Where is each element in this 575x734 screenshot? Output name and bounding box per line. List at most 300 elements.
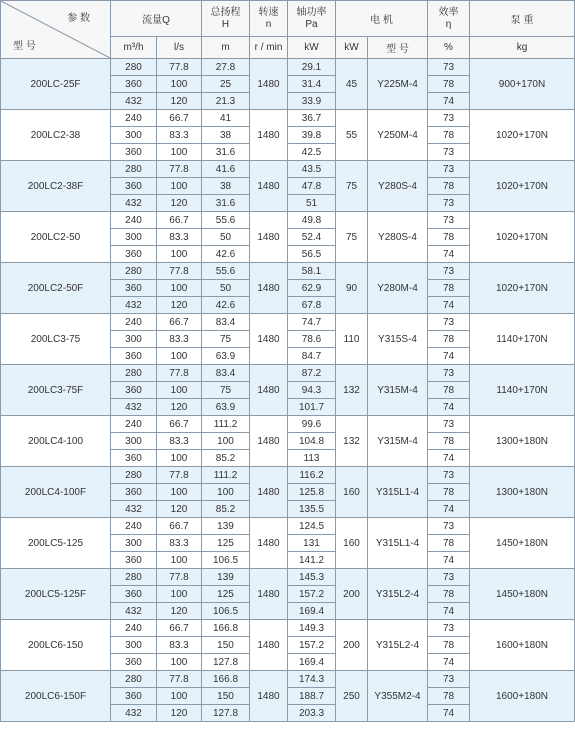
flow-ls-cell: 66.7 (157, 416, 202, 433)
table-row (1, 671, 575, 688)
shaft-power-cell: 42.5 (288, 144, 336, 161)
flow-m3h-cell: 240 (111, 416, 157, 433)
flow-m3h-cell: 300 (111, 229, 157, 246)
head-cell: 75 (202, 382, 250, 399)
shaft-power-cell: 125.8 (288, 484, 336, 501)
head-cell: 150 (202, 688, 250, 705)
motor-model-cell: Y315L2-4 (368, 620, 428, 671)
flow-ls-cell: 83.3 (157, 637, 202, 654)
flow-m3h-cell: 360 (111, 348, 157, 365)
corner-header-cell (1, 1, 111, 59)
head-cell: 63.9 (202, 399, 250, 416)
flow-m3h-cell: 300 (111, 331, 157, 348)
flow-ls-cell: 120 (157, 93, 202, 110)
speed-cell: 1480 (250, 569, 288, 620)
table-row (1, 518, 575, 535)
head-cell: 106.5 (202, 603, 250, 620)
head-cell: 41 (202, 110, 250, 127)
motor-model-cell: Y280M-4 (368, 263, 428, 314)
motor-model-cell: Y315S-4 (368, 314, 428, 365)
flow-m3h-cell: 432 (111, 93, 157, 110)
motor-power-cell: 90 (336, 263, 368, 314)
head-cell: 150 (202, 637, 250, 654)
head-cell: 139 (202, 518, 250, 535)
efficiency-cell: 73 (428, 59, 470, 76)
efficiency-cell: 73 (428, 161, 470, 178)
head-cell: 42.6 (202, 246, 250, 263)
table-row (1, 620, 575, 637)
flow-ls-cell: 77.8 (157, 467, 202, 484)
efficiency-cell: 74 (428, 399, 470, 416)
motor-model-cell: Y355M2-4 (368, 671, 428, 722)
efficiency-cell: 73 (428, 416, 470, 433)
shaft-power-cell: 124.5 (288, 518, 336, 535)
shaft-power-cell: 157.2 (288, 637, 336, 654)
efficiency-cell: 74 (428, 603, 470, 620)
flow-m3h-cell: 360 (111, 178, 157, 195)
flow-m3h-cell: 432 (111, 399, 157, 416)
flow-m3h-cell: 360 (111, 382, 157, 399)
flow-m3h-cell: 432 (111, 195, 157, 212)
flow-m3h-cell: 432 (111, 297, 157, 314)
head-cell: 106.5 (202, 552, 250, 569)
speed-unit: r / min (250, 37, 288, 59)
shaft-power-cell: 31.4 (288, 76, 336, 93)
flow-ls-cell: 77.8 (157, 365, 202, 382)
flow-ls-cell: 100 (157, 552, 202, 569)
efficiency-cell: 74 (428, 246, 470, 263)
flow-ls-cell: 83.3 (157, 229, 202, 246)
shaft-power-header (288, 1, 336, 37)
efficiency-cell: 74 (428, 501, 470, 518)
model-cell: 200LC3-75F (1, 365, 111, 416)
flow-m3h-cell: 280 (111, 671, 157, 688)
flow-m3h-cell: 280 (111, 467, 157, 484)
shaft-power-cell: 74.7 (288, 314, 336, 331)
head-cell: 27.8 (202, 59, 250, 76)
weight-cell: 1020+170N (470, 110, 575, 161)
motor-model-cell: Y315M-4 (368, 365, 428, 416)
weight-cell: 1600+180N (470, 620, 575, 671)
efficiency-cell: 74 (428, 297, 470, 314)
flow-ls-cell: 100 (157, 178, 202, 195)
motor-header: 电 机 (336, 1, 428, 37)
flow-m3h-cell: 360 (111, 586, 157, 603)
flow-m3h-cell: 280 (111, 161, 157, 178)
flow-m3h-cell: 360 (111, 552, 157, 569)
efficiency-unit: % (428, 37, 470, 59)
flow-ls-cell: 100 (157, 654, 202, 671)
flow-ls-cell: 66.7 (157, 620, 202, 637)
efficiency-cell: 73 (428, 569, 470, 586)
motor-model-cell: Y315M-4 (368, 416, 428, 467)
flow-m3h-cell: 240 (111, 110, 157, 127)
table-row (1, 59, 575, 76)
flow-ls-cell: 100 (157, 484, 202, 501)
motor-model-subheader: 型 号 (368, 37, 428, 59)
shaft-power-cell: 43.5 (288, 161, 336, 178)
shaft-power-cell: 116.2 (288, 467, 336, 484)
shaft-power-cell: 67.8 (288, 297, 336, 314)
head-cell: 125 (202, 535, 250, 552)
weight-unit: kg (470, 37, 575, 59)
motor-model-cell: Y250M-4 (368, 110, 428, 161)
model-cell: 200LC6-150F (1, 671, 111, 722)
speed-cell: 1480 (250, 365, 288, 416)
head-header-line2: H (221, 18, 230, 30)
efficiency-cell: 78 (428, 280, 470, 297)
efficiency-cell: 74 (428, 450, 470, 467)
motor-power-cell: 75 (336, 212, 368, 263)
efficiency-cell: 74 (428, 93, 470, 110)
motor-power-cell: 200 (336, 569, 368, 620)
flow-unit-m3h: m³/h (111, 37, 157, 59)
motor-model-cell: Y280S-4 (368, 212, 428, 263)
table-row (1, 263, 575, 280)
flow-m3h-cell: 300 (111, 127, 157, 144)
head-cell: 111.2 (202, 467, 250, 484)
motor-power-cell: 250 (336, 671, 368, 722)
shaft-power-cell: 101.7 (288, 399, 336, 416)
flow-ls-cell: 100 (157, 246, 202, 263)
efficiency-cell: 78 (428, 586, 470, 603)
flow-m3h-cell: 280 (111, 59, 157, 76)
flow-ls-cell: 100 (157, 382, 202, 399)
flow-ls-cell: 77.8 (157, 161, 202, 178)
model-cell: 200LC4-100 (1, 416, 111, 467)
speed-header-line1: 转速 (258, 6, 279, 18)
weight-cell: 1020+170N (470, 263, 575, 314)
flow-m3h-cell: 280 (111, 569, 157, 586)
motor-power-cell: 110 (336, 314, 368, 365)
head-cell: 83.4 (202, 314, 250, 331)
motor-model-cell: Y225M-4 (368, 59, 428, 110)
head-header (202, 1, 250, 37)
head-cell: 25 (202, 76, 250, 93)
flow-m3h-cell: 360 (111, 450, 157, 467)
head-cell: 139 (202, 569, 250, 586)
shaft-power-cell: 135.5 (288, 501, 336, 518)
table-row (1, 110, 575, 127)
model-cell: 200LC2-38 (1, 110, 111, 161)
shaft-power-cell: 169.4 (288, 654, 336, 671)
table-body (1, 59, 575, 722)
flow-ls-cell: 77.8 (157, 59, 202, 76)
efficiency-cell: 73 (428, 263, 470, 280)
efficiency-cell: 74 (428, 348, 470, 365)
weight-cell: 1020+170N (470, 161, 575, 212)
shaft-power-cell: 58.1 (288, 263, 336, 280)
shaft-power-cell: 113 (288, 450, 336, 467)
flow-m3h-cell: 360 (111, 246, 157, 263)
flow-ls-cell: 77.8 (157, 671, 202, 688)
shaft-power-cell: 99.6 (288, 416, 336, 433)
head-cell: 21.3 (202, 93, 250, 110)
motor-model-cell: Y315L1-4 (368, 518, 428, 569)
motor-power-cell: 75 (336, 161, 368, 212)
efficiency-cell: 78 (428, 688, 470, 705)
model-cell: 200LC-25F (1, 59, 111, 110)
speed-cell: 1480 (250, 314, 288, 365)
head-cell: 83.4 (202, 365, 250, 382)
flow-ls-cell: 100 (157, 688, 202, 705)
table-row (1, 212, 575, 229)
table-row (1, 314, 575, 331)
motor-power-cell: 55 (336, 110, 368, 161)
speed-cell: 1480 (250, 671, 288, 722)
flow-ls-cell: 120 (157, 603, 202, 620)
shaft-power-cell: 62.9 (288, 280, 336, 297)
motor-model-cell: Y315L1-4 (368, 467, 428, 518)
head-cell: 166.8 (202, 620, 250, 637)
head-cell: 100 (202, 484, 250, 501)
corner-model-label: 型 号 (13, 41, 36, 52)
head-cell: 38 (202, 178, 250, 195)
speed-cell: 1480 (250, 416, 288, 467)
weight-cell: 1300+180N (470, 416, 575, 467)
flow-m3h-cell: 240 (111, 620, 157, 637)
shaft-power-cell: 149.3 (288, 620, 336, 637)
flow-m3h-cell: 300 (111, 433, 157, 450)
flow-ls-cell: 77.8 (157, 569, 202, 586)
head-cell: 50 (202, 280, 250, 297)
head-cell: 50 (202, 229, 250, 246)
efficiency-cell: 74 (428, 705, 470, 722)
motor-model-cell: Y315L2-4 (368, 569, 428, 620)
efficiency-cell: 73 (428, 195, 470, 212)
flow-ls-cell: 83.3 (157, 535, 202, 552)
efficiency-cell: 73 (428, 518, 470, 535)
efficiency-cell: 73 (428, 671, 470, 688)
speed-cell: 1480 (250, 467, 288, 518)
head-cell: 31.6 (202, 195, 250, 212)
efficiency-cell: 74 (428, 654, 470, 671)
shaft-power-cell: 49.8 (288, 212, 336, 229)
shaft-power-cell: 131 (288, 535, 336, 552)
flow-ls-cell: 66.7 (157, 518, 202, 535)
head-cell: 63.9 (202, 348, 250, 365)
speed-cell: 1480 (250, 161, 288, 212)
weight-cell: 1300+180N (470, 467, 575, 518)
weight-header: 泵 重 (470, 1, 575, 37)
speed-cell: 1480 (250, 620, 288, 671)
head-cell: 31.6 (202, 144, 250, 161)
flow-m3h-cell: 360 (111, 76, 157, 93)
flow-m3h-cell: 240 (111, 212, 157, 229)
motor-model-cell: Y280S-4 (368, 161, 428, 212)
flow-m3h-cell: 300 (111, 535, 157, 552)
flow-m3h-cell: 432 (111, 501, 157, 518)
efficiency-header (428, 1, 470, 37)
weight-cell: 1600+180N (470, 671, 575, 722)
flow-m3h-cell: 280 (111, 365, 157, 382)
efficiency-cell: 73 (428, 365, 470, 382)
efficiency-cell: 78 (428, 229, 470, 246)
speed-cell: 1480 (250, 59, 288, 110)
shaft-power-cell: 174.3 (288, 671, 336, 688)
flow-m3h-cell: 360 (111, 688, 157, 705)
head-cell: 127.8 (202, 654, 250, 671)
shaft-power-cell: 84.7 (288, 348, 336, 365)
head-cell: 75 (202, 331, 250, 348)
flow-ls-cell: 120 (157, 501, 202, 518)
efficiency-cell: 73 (428, 144, 470, 161)
motor-power-cell: 45 (336, 59, 368, 110)
motor-power-cell: 132 (336, 365, 368, 416)
head-cell: 41.6 (202, 161, 250, 178)
shaft-power-header-line1: 轴功率 (296, 6, 327, 18)
flow-m3h-cell: 432 (111, 705, 157, 722)
weight-cell: 900+170N (470, 59, 575, 110)
efficiency-cell: 78 (428, 178, 470, 195)
head-unit: m (202, 37, 250, 59)
efficiency-cell: 73 (428, 110, 470, 127)
shaft-power-cell: 145.3 (288, 569, 336, 586)
shaft-power-cell: 169.4 (288, 603, 336, 620)
efficiency-cell: 78 (428, 484, 470, 501)
table-row (1, 365, 575, 382)
weight-cell: 1020+170N (470, 212, 575, 263)
shaft-power-cell: 56.5 (288, 246, 336, 263)
efficiency-cell: 78 (428, 127, 470, 144)
shaft-power-header-line2: Pa (305, 18, 318, 30)
flow-ls-cell: 120 (157, 399, 202, 416)
speed-header (250, 1, 288, 37)
motor-power-unit: kW (336, 37, 368, 59)
speed-cell: 1480 (250, 518, 288, 569)
header-row-main (1, 1, 575, 37)
flow-ls-cell: 100 (157, 450, 202, 467)
table-row (1, 161, 575, 178)
flow-ls-cell: 66.7 (157, 314, 202, 331)
efficiency-cell: 73 (428, 314, 470, 331)
flow-header: 流量Q (111, 1, 202, 37)
table-row (1, 467, 575, 484)
efficiency-cell: 78 (428, 331, 470, 348)
table-row (1, 569, 575, 586)
flow-ls-cell: 120 (157, 297, 202, 314)
head-cell: 127.8 (202, 705, 250, 722)
head-cell: 55.6 (202, 212, 250, 229)
shaft-power-cell: 29.1 (288, 59, 336, 76)
model-cell: 200LC2-50 (1, 212, 111, 263)
flow-ls-cell: 83.3 (157, 433, 202, 450)
shaft-power-cell: 104.8 (288, 433, 336, 450)
flow-ls-cell: 83.3 (157, 127, 202, 144)
flow-ls-cell: 100 (157, 348, 202, 365)
model-cell: 200LC4-100F (1, 467, 111, 518)
shaft-power-cell: 203.3 (288, 705, 336, 722)
motor-power-cell: 160 (336, 467, 368, 518)
weight-cell: 1140+170N (470, 365, 575, 416)
flow-m3h-cell: 240 (111, 314, 157, 331)
speed-header-line2: n (265, 18, 272, 30)
efficiency-cell: 78 (428, 76, 470, 93)
flow-ls-cell: 100 (157, 586, 202, 603)
head-cell: 55.6 (202, 263, 250, 280)
shaft-power-cell: 52.4 (288, 229, 336, 246)
weight-cell: 1450+180N (470, 569, 575, 620)
shaft-power-cell: 87.2 (288, 365, 336, 382)
efficiency-cell: 78 (428, 637, 470, 654)
model-cell: 200LC6-150 (1, 620, 111, 671)
head-cell: 125 (202, 586, 250, 603)
shaft-power-cell: 188.7 (288, 688, 336, 705)
flow-ls-cell: 100 (157, 280, 202, 297)
flow-m3h-cell: 280 (111, 263, 157, 280)
motor-power-cell: 200 (336, 620, 368, 671)
flow-m3h-cell: 360 (111, 484, 157, 501)
speed-cell: 1480 (250, 110, 288, 161)
weight-cell: 1140+170N (470, 314, 575, 365)
model-cell: 200LC2-50F (1, 263, 111, 314)
speed-cell: 1480 (250, 212, 288, 263)
head-cell: 166.8 (202, 671, 250, 688)
head-cell: 111.2 (202, 416, 250, 433)
flow-m3h-cell: 240 (111, 518, 157, 535)
flow-ls-cell: 66.7 (157, 110, 202, 127)
speed-cell: 1480 (250, 263, 288, 314)
flow-ls-cell: 120 (157, 195, 202, 212)
efficiency-cell: 78 (428, 535, 470, 552)
model-cell: 200LC5-125F (1, 569, 111, 620)
flow-ls-cell: 83.3 (157, 331, 202, 348)
efficiency-header-line2: η (445, 18, 452, 30)
shaft-power-cell: 36.7 (288, 110, 336, 127)
flow-m3h-cell: 360 (111, 280, 157, 297)
efficiency-cell: 73 (428, 620, 470, 637)
efficiency-header-line1: 效率 (438, 6, 459, 18)
model-cell: 200LC3-75 (1, 314, 111, 365)
shaft-power-cell: 51 (288, 195, 336, 212)
model-cell: 200LC2-38F (1, 161, 111, 212)
weight-cell: 1450+180N (470, 518, 575, 569)
flow-ls-cell: 77.8 (157, 263, 202, 280)
flow-ls-cell: 100 (157, 76, 202, 93)
efficiency-cell: 78 (428, 382, 470, 399)
model-cell: 200LC5-125 (1, 518, 111, 569)
head-cell: 85.2 (202, 450, 250, 467)
flow-ls-cell: 100 (157, 144, 202, 161)
corner-parameter-label: 参 数 (67, 13, 90, 24)
shaft-power-cell: 141.2 (288, 552, 336, 569)
efficiency-cell: 74 (428, 552, 470, 569)
efficiency-cell: 73 (428, 467, 470, 484)
flow-unit-ls: l/s (157, 37, 202, 59)
table-row (1, 416, 575, 433)
shaft-power-unit: kW (288, 37, 336, 59)
motor-power-cell: 132 (336, 416, 368, 467)
shaft-power-cell: 94.3 (288, 382, 336, 399)
head-cell: 85.2 (202, 501, 250, 518)
shaft-power-cell: 157.2 (288, 586, 336, 603)
flow-m3h-cell: 300 (111, 637, 157, 654)
efficiency-cell: 78 (428, 433, 470, 450)
shaft-power-cell: 33.9 (288, 93, 336, 110)
shaft-power-cell: 39.8 (288, 127, 336, 144)
shaft-power-cell: 78.6 (288, 331, 336, 348)
flow-ls-cell: 66.7 (157, 212, 202, 229)
shaft-power-cell: 47.8 (288, 178, 336, 195)
head-cell: 100 (202, 433, 250, 450)
flow-ls-cell: 120 (157, 705, 202, 722)
efficiency-cell: 73 (428, 212, 470, 229)
motor-power-cell: 160 (336, 518, 368, 569)
flow-m3h-cell: 360 (111, 654, 157, 671)
head-cell: 42.6 (202, 297, 250, 314)
head-header-line1: 总扬程 (210, 6, 241, 18)
head-cell: 38 (202, 127, 250, 144)
